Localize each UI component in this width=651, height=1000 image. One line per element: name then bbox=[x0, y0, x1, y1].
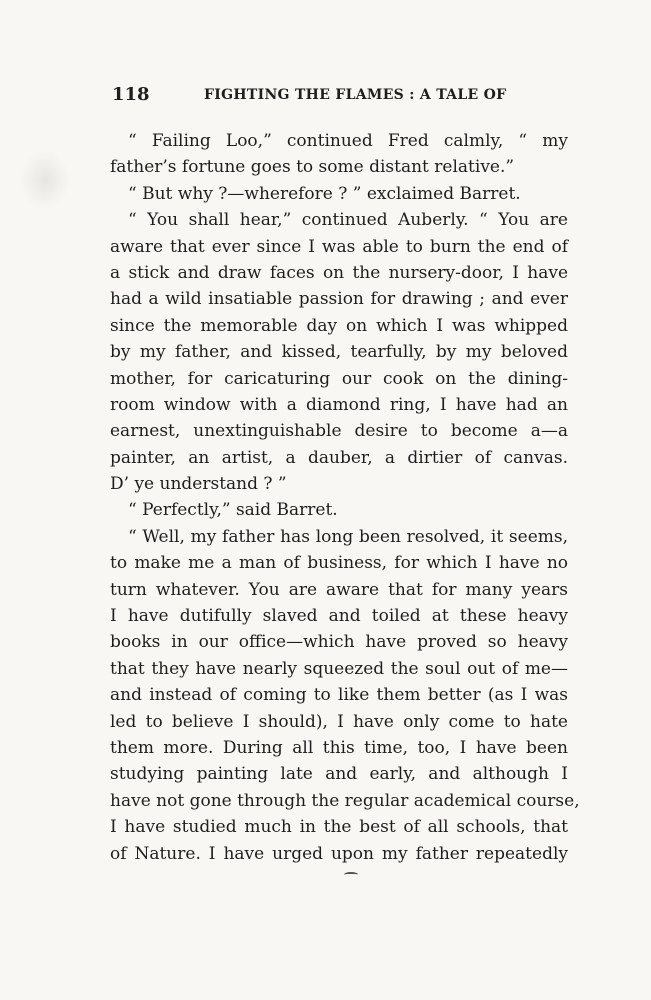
text-line: mother, for caricaturing our cook on the dining- bbox=[110, 368, 568, 389]
text-line: had a wild insatiable passion for drawing ; and ever bbox=[110, 289, 568, 310]
text-line: them more. During all this time, too, I have been bbox=[110, 737, 568, 758]
running-head-title: FIGHTING THE FLAMES : A TALE OF bbox=[204, 87, 507, 103]
text-line: “ Perfectly,” said Barret. bbox=[128, 500, 338, 521]
running-header bbox=[112, 84, 568, 108]
text-line: painter, an artist, a dauber, a dirtier of canvas. bbox=[110, 447, 568, 468]
text-line: that they have nearly squeezed the soul out of me— bbox=[110, 658, 568, 679]
signature-mark bbox=[344, 872, 358, 877]
page-body-text bbox=[110, 128, 580, 867]
text-line: “ Failing Loo,” continued Fred calmly, “ my bbox=[128, 131, 568, 151]
text-line: since the memorable day on which I was whipped bbox=[110, 315, 568, 336]
text-line: I have studied much in the best of all schools, that bbox=[110, 817, 568, 838]
text-line: “ You shall hear,” continued Auberly. “ You are bbox=[128, 210, 568, 231]
text-line: studying painting late and early, and although I bbox=[110, 764, 568, 785]
text-line: “ But why ?—wherefore ? ” exclaimed Barret. bbox=[128, 183, 521, 204]
text-line: earnest, unextinguishable desire to become a—a bbox=[110, 421, 568, 442]
page-smudge bbox=[20, 150, 70, 210]
text-line: aware that ever since I was able to burn the end of bbox=[110, 236, 568, 257]
text-line: “ Well, my father has long been resolved, it seems, bbox=[128, 526, 568, 547]
text-line: turn whatever. You are aware that for many years bbox=[110, 579, 568, 600]
text-line: of Nature. I have urged upon my father repeatedly bbox=[110, 843, 568, 864]
text-line: led to believe I should), I have only come to hate bbox=[110, 711, 568, 732]
text-line: books in our office—which have proved so heavy bbox=[110, 632, 568, 653]
text-line: to make me a man of business, for which I have no bbox=[110, 553, 568, 574]
text-line: father’s fortune goes to some distant relative.” bbox=[110, 157, 515, 178]
page-number: 118 bbox=[112, 84, 150, 105]
text-line: I have dutifully slaved and toiled at these heavy bbox=[110, 606, 568, 627]
text-line: by my father, and kissed, tearfully, by my beloved bbox=[110, 342, 568, 363]
text-line: and instead of coming to like them better (as I was bbox=[110, 685, 568, 706]
text-line: a stick and draw faces on the nursery-door, I have bbox=[110, 262, 568, 283]
text-line: have not gone through the regular academical course, bbox=[110, 790, 580, 811]
text-line: D’ ye understand ? ” bbox=[110, 474, 287, 495]
text-line: room window with a diamond ring, I have had an bbox=[110, 394, 568, 415]
